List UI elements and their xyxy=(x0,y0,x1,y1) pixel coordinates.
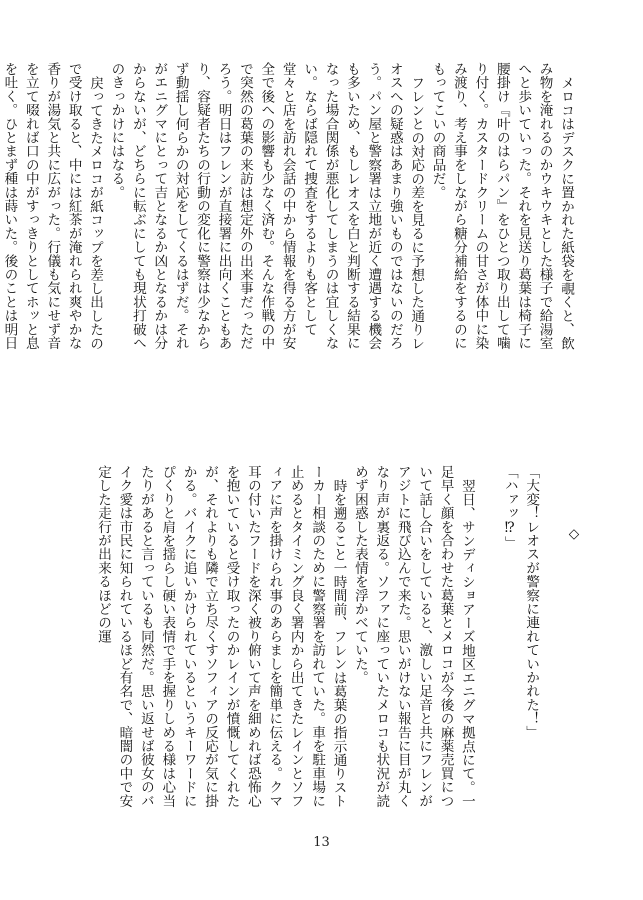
dialogue-line: 「ハァッ⁉」 xyxy=(501,465,518,550)
upper-text-block xyxy=(1,62,576,358)
paragraph: メロコはデスクに置かれた紙袋を覗くと、飲み物を淹れるのかウキウキとした様子で給湯室へと歩いていった。それを見送り葛葉は椅子に腰掛け『叶のはらパン』をひとつ取り出して噛り付く。カスタードクリームの甘さが体中に染み渡り、考え事をしながら糖分補給をするのにもってこいの商品だ。 xyxy=(429,62,574,350)
blank-line xyxy=(541,465,562,812)
dialogue-line: 「大変！レオスが警察に連れていかれた！」 xyxy=(523,465,540,739)
paragraph: 翌日、サンディショアーズ地区エニグマ拠点にて。一足早く顔を合わせた葛葉とメロコが今後の麻薬売買について話し合いをしていると、激しい足音と共にフレンがアジトに飛び込んで来た。思いがけない報告に目が丸くなり声が裏返る。ソファに座っていたメロコも状況が読めず困惑した表情を浮かべていた。 xyxy=(351,465,475,808)
scene-separator: ◇ xyxy=(566,526,582,543)
blank-line xyxy=(477,465,498,812)
paragraph: 戻ってきたメロコが紙コップを差し出したので受け取ると、中には紅茶が淹れられ爽やかな香りが湯気と共に広がった。行儀も気にせず音を立て啜れば口の中がすっきりとしてホッと息を吐く。ひとまず種は蒔いた。後のことは明日 xyxy=(1,62,104,350)
lower-text-block xyxy=(62,465,584,812)
page-number: 13 xyxy=(313,835,330,850)
paragraph: フレンとの対応の差を見るに予想した通りレオスへの疑惑はあまり強いものではないのだろう。パン屋と警察署は立地が近く遭遇する機会も多いため、もしレオスを白と判断する結果になった場合関係が悪化してしまうのは宜しくない。ならば隠れて捜査をするよりも客として堂々と店を訪れ会話の中から情報を得る方が安全で後への影響も少なく済む。そんな作戦の中で突然の葛葉の来訪は想定外の出来事だっただろう。明日はフレンが直接署に出向くこともあり、容疑者たちの行動の変化に警察は少なからず動揺し何らかの対応をしてくるはずだ。それがエニグマにとって吉となるか凶となるかは分からないが、どちらに転ぶにしても現状打破へのきっかけにはなる。 xyxy=(108,62,425,350)
paragraph: 時を遡ること一時間前、フレンは葛葉の指示通りストーカー相談のために警察署を訪れていた。車を駐車場に止めるとタイミング良く署内から出てきたレインとソフィアに声を掛けられ事のあらましを簡単に伝える。クマ耳の付いたフードを深く被り俯いて声を細めれば恐怖心を抱いていると受け取ったのかレインが憤慨してくれたが、それよりも隣で立ち尽くすソフィアの反応が気に掛かる。バイクに追いかけられているというキーワードにぴくりと肩を揺らし硬い表情で手を握りしめる様は心当たりがあると言っているも同然だ。思い返せば彼女のバイク愛は市民に知られているほど有名で、暗闇の中で安定した走行が出来るほどの運 xyxy=(95,465,347,808)
